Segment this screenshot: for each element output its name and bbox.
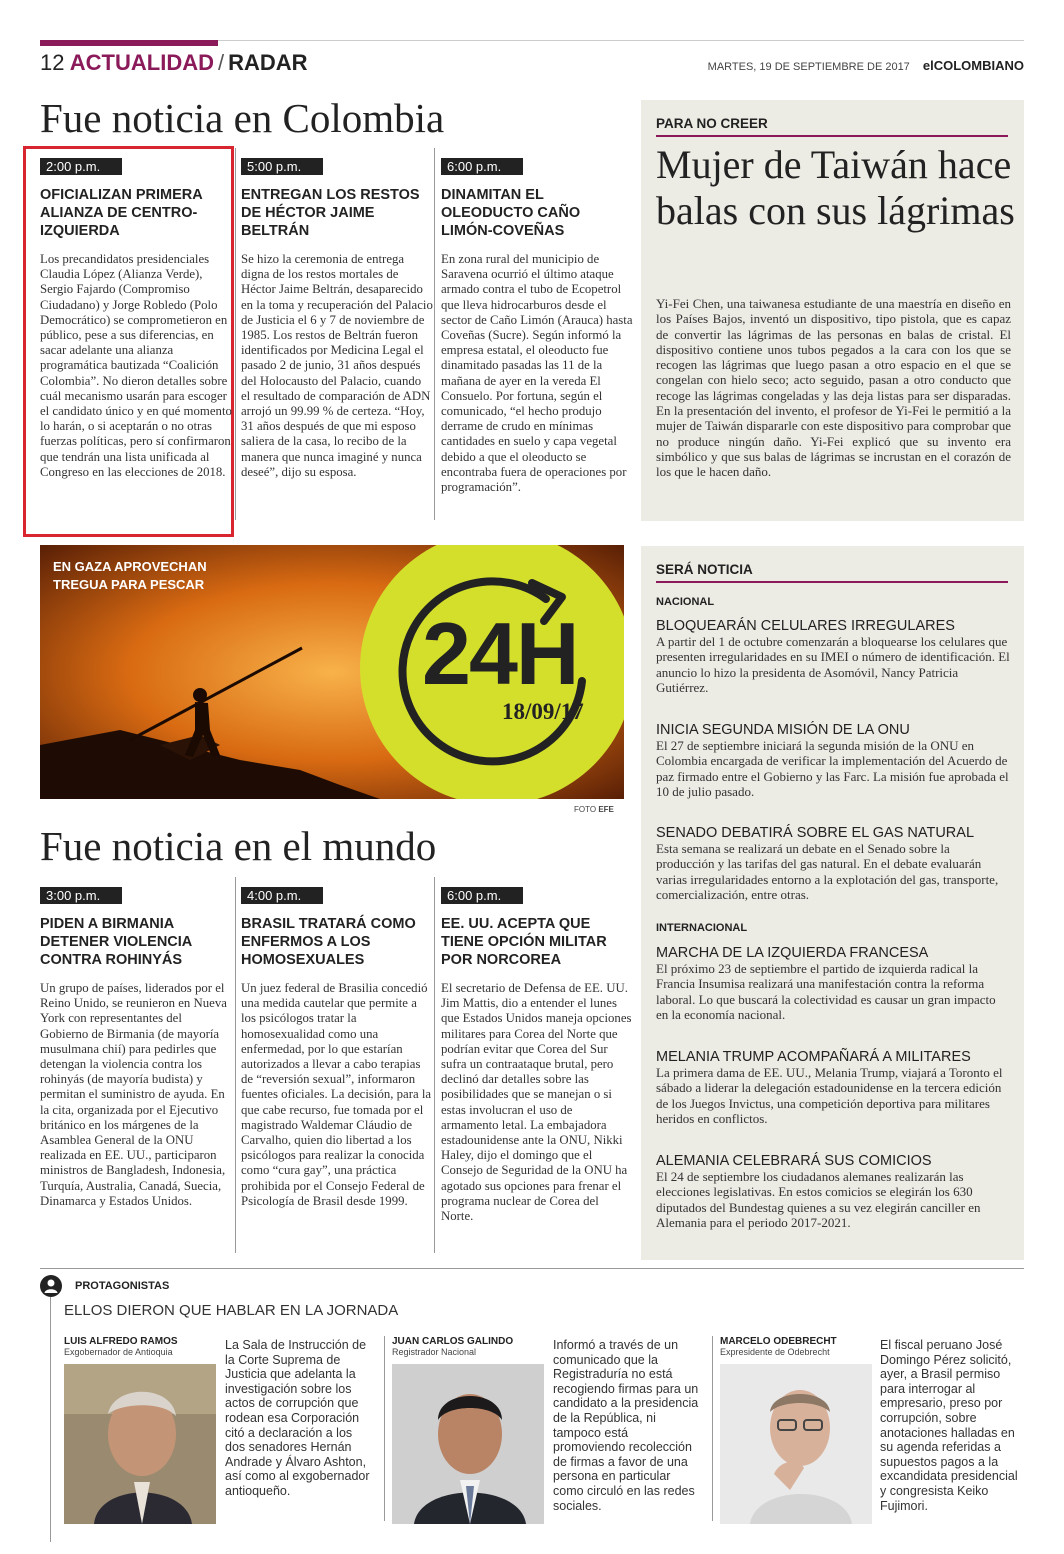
photo-caption: EN GAZA APROVECHAN TREGUA PARA PESCAR	[53, 559, 207, 592]
news-headline[interactable]: EE. UU. ACEPTA QUE TIENE OPCIÓN MILITAR POR NORCOREA	[441, 916, 607, 968]
protagonist-name: LUIS ALFREDO RAMOS	[64, 1336, 178, 1347]
preview-headline[interactable]: ALEMANIA CELEBRARÁ SUS COMICIOS	[656, 1153, 932, 1169]
preview-body: El próximo 23 de septiembre el partido de izquierda radical la Francia Insumisa realizará una manifestación contra la reforma laboral. Lo que buscará la colectividad es causar un gran impacto en la economía nacional.	[656, 961, 996, 1022]
para-no-creer-box	[641, 100, 1024, 521]
gaza-photo[interactable]	[40, 545, 624, 799]
section-header	[40, 50, 308, 76]
colombia-item-3[interactable]	[441, 158, 633, 495]
para-no-creer-title[interactable]: Mujer de Taiwán hace balas con sus lágrimas	[656, 142, 1015, 233]
protagonist-photo	[392, 1364, 544, 1524]
protagonist-role: Registrador Nacional	[392, 1347, 477, 1357]
column-divider	[434, 148, 435, 520]
mundo-item-3[interactable]	[441, 887, 633, 1224]
protagonist-role: Expresidente de Odebrecht	[720, 1347, 830, 1357]
news-body: Un grupo de países, liderados por el Reino Unido, se reunieron en Nueva York con representantes del Gobierno de Birmania (de mayoría musulmana chií) para pedirles que detengan la violencia contra los rohinyás (de mayoría budista) y permitan el suministro de ayuda. En la cita, organizada por el Ejecutivo británico en los márgenes de la Asamblea General de la ONU realizada en EE. UU., participaron ministros de Bangladesh, Indonesia, Turquía, Australia, Canadá, Suecia, Dinamarca y Estados Unidos.	[40, 981, 227, 1208]
preview-body: El 27 de septiembre iniciará la segunda misión de la ONU en Colombia encargada de verificar la implementación del Acuerdo de paz firmado entre el Gobierno y las Farc. La misión fue aprobada el 10 de julio pasado.	[656, 738, 1009, 799]
column-divider	[235, 148, 236, 520]
protagonist-divider	[712, 1336, 713, 1521]
sera-noticia-item-5[interactable]	[656, 1049, 1011, 1126]
date-line	[708, 58, 1024, 73]
protagonist-photo	[720, 1364, 872, 1524]
sera-noticia-item-6[interactable]	[656, 1153, 1011, 1230]
column-divider	[434, 877, 435, 1253]
news-body: En zona rural del municipio de Saravena ocurrió el último ataque armado contra el tubo de Ecopetrol que lleva hidrocarburos desde el sector de Caño Limón (Arauca) hasta Coveñas (Sucre). Según informó la empresa estatal, el oleoducto fue dinamitado pasadas las 11 de la mañana de ayer en la vereda El Consuelo. Por fortuna, según el comunicado, “el hecho produjo derrame de crudo en mínimas cantidades en suelo y capa vegetal debido a que el oleoducto se encontraba fuera de operaciones por programación”.	[441, 252, 633, 495]
protagonist-text: Informó a través de un comunicado que la Registraduría no está recogiendo firmas para un candidato a la presidencia de la República, ni tampoco está promoviendo recolección de firmas a favor de una persona en particular como circuló en las redes sociales.	[553, 1338, 699, 1513]
news-body: El secretario de Defensa de EE. UU. Jim Mattis, dio a entender el lunes que Estados Unidos maneja opciones militares para Corea del Norte que podrían evitar que Corea del Sur sufra un contraataque brutal, pero declinó dar detalles sobre las posibilidades que se manejan o si estas involucran el uso de armamento letal. La embajadora estadounidense ante la ONU, Nikki Haley, dijo el domingo que el Consejo de Seguridad de la ONU ha agotado sus opciones para frenar el programa nuclear de Corea del Norte.	[441, 981, 632, 1224]
protagonist-name: MARCELO ODEBRECHT	[720, 1336, 837, 1347]
24h-date: 18/09/17	[502, 699, 584, 724]
news-body: Los precandidatos presidenciales Claudia López (Alianza Verde), Sergio Fajardo (Compromiso Ciudadano) y Jorge Robledo (Polo Democrático) se comprometieron en público, pese a sus diferencias, en sacar adelante una alianza programática bautizada “Coalición Colombia”. No dieron detalles sobre cuál mecanismo usarán para escoger el candidato único y en qué momento lo harán, o si aceptarán o no otras fuerzas políticas, pero sí confirmaron que tendrán una lista unificada al Congreso en las elecciones de 2018.	[40, 252, 232, 479]
person-icon	[40, 1275, 62, 1297]
internacional-label: INTERNACIONAL	[656, 922, 748, 934]
protagonist-text: La Sala de Instrucción de la Corte Suprema de Justicia que adelanta la investigación sobre los actos de corrupción que rodean esa Corporación citó a declaración a los dos senadores Hernán Andrade y Álvaro Ashton, así como al exgobernador antioqueño.	[225, 1338, 370, 1498]
protagonist-name: JUAN CARLOS GALINDO	[392, 1336, 514, 1347]
colombia-item-1[interactable]	[40, 158, 232, 480]
time-badge: 6:00 p.m.	[441, 887, 523, 904]
news-headline[interactable]: PIDEN A BIRMANIA DETENER VIOLENCIA CONTRA ROHINYÁS	[40, 916, 192, 968]
sera-noticia-item-1[interactable]	[656, 618, 1011, 695]
preview-headline[interactable]: BLOQUEARÁN CELULARES IRREGULARES	[656, 618, 955, 634]
colombia-title: Fue noticia en Colombia	[40, 95, 445, 141]
kicker-rule	[656, 135, 1008, 137]
photo-credit	[574, 805, 614, 814]
24h-label: 24H	[422, 604, 578, 703]
newspaper-brand[interactable]: elCOLOMBIANO	[922, 58, 1024, 73]
protagonistas-vline	[50, 1297, 51, 1542]
preview-body: La primera dama de EE. UU., Melania Trump, viajará a Toronto el sábado a liderar la delegación estadounidense en la tercera edición de los Juegos Invictus, una competición deportiva para militares heridos en conflictos.	[656, 1065, 1003, 1126]
mundo-title: Fue noticia en el mundo	[40, 823, 437, 869]
sera-noticia-kicker: SERÁ NOTICIA	[656, 562, 753, 577]
preview-body: A partir del 1 de octubre comenzarán a bloquearse los celulares que presenten irregularidades en su IMEI o número de identificación. El anuncio lo hizo la presidenta de Asomóvil, Nancy Patricia Gutiérrez.	[656, 634, 1010, 695]
nacional-label: NACIONAL	[656, 596, 715, 608]
sera-noticia-item-4[interactable]	[656, 945, 1011, 1022]
protagonistas-kicker: PROTAGONISTAS	[75, 1280, 170, 1292]
protagonist-3[interactable]	[720, 1336, 872, 1357]
protagonist-1[interactable]	[64, 1336, 216, 1357]
sera-noticia-item-3[interactable]	[656, 825, 1011, 902]
news-body: Se hizo la ceremonia de entrega digna de los restos mortales de Héctor Jaime Beltrán, desaparecido en la toma y recuperación del Palacio de Justicia el 6 y 7 de noviembre de 1985. Los restos de Beltrán fueron identificados por Medicina Legal el pasado 2 de junio, 31 años después del Holocausto del Palacio, cuando el resultado de comparación de ADN arrojó un 99.99 % de certeza. “Hoy, 31 años después de que mi esposo saliera de la casa, lo recibo de la manera que nunca imaginé y nunca deseé”, dijo su esposa.	[241, 252, 433, 479]
preview-body: Esta semana se realizará un debate en el Senado sobre la producción y las tarifas del gas natural. En el debate evaluarán varias irregularidades entorno a la explotación del gas, transporte, comercialización, entre otras.	[656, 841, 999, 902]
news-body: Un juez federal de Brasilia concedió una medida cautelar que permite a los psicólogos tratar la homosexualidad como una enfermedad, por lo que estarían autorizados a llevar a cabo terapias de “reversión sexual”, informaron fuentes oficiales. La decisión, para la que cabe recurso, fue tomada por el magistrado Waldemar Cláudio de Carvalho, quien dio libertad a los psicólogos para realizar la conocida como “cura gay”, una práctica prohibida por el Consejo Federal de Psicología de Brasil desde 1999.	[241, 981, 432, 1208]
time-badge: 2:00 p.m.	[40, 158, 122, 175]
issue-date: MARTES, 19 DE SEPTIEMBRE DE 2017	[707, 61, 910, 73]
time-badge: 3:00 p.m.	[40, 887, 122, 904]
mundo-item-1[interactable]	[40, 887, 232, 1209]
section-slash: /	[217, 50, 225, 75]
protagonist-text: El fiscal peruano José Domingo Pérez solicitó, ayer, a Brasil permiso para interrogar al empresario, preso por corrupción, sobre anotaciones halladas en su agenda referidas a supuestos pagos a la excandidata presidencial y congresista Keiko Fujimori.	[880, 1338, 1018, 1513]
mundo-item-2[interactable]	[241, 887, 433, 1209]
page-number: 12	[40, 50, 65, 75]
protagonist-2[interactable]	[392, 1336, 544, 1357]
preview-headline[interactable]: SENADO DEBATIRÁ SOBRE EL GAS NATURAL	[656, 825, 975, 841]
news-headline[interactable]: BRASIL TRATARÁ COMO ENFERMOS A LOS HOMOSEXUALES	[241, 916, 416, 968]
news-headline[interactable]: OFICIALIZAN PRIMERA ALIANZA DE CENTRO-IZQUIERDA	[40, 187, 203, 239]
preview-headline[interactable]: MELANIA TRUMP ACOMPAÑARÁ A MILITARES	[656, 1049, 971, 1065]
protagonist-photo	[64, 1364, 216, 1524]
news-headline[interactable]: ENTREGAN LOS RESTOS DE HÉCTOR JAIME BELTRÁN	[241, 187, 420, 239]
column-divider	[235, 877, 236, 1253]
protagonistas-subtitle: ELLOS DIERON QUE HABLAR EN LA JORNADA	[64, 1302, 399, 1319]
subsection-name[interactable]: RADAR	[228, 50, 308, 75]
preview-headline[interactable]: MARCHA DE LA IZQUIERDA FRANCESA	[656, 945, 929, 961]
photo-credit-source: EFE	[598, 805, 614, 814]
time-badge: 5:00 p.m.	[241, 158, 323, 175]
preview-headline[interactable]: INICIA SEGUNDA MISIÓN DE LA ONU	[656, 722, 910, 738]
time-badge: 4:00 p.m.	[241, 887, 323, 904]
para-no-creer-kicker: PARA NO CREER	[656, 116, 768, 131]
protagonist-divider	[384, 1336, 385, 1521]
news-headline[interactable]: DINAMITAN EL OLEODUCTO CAÑO LIMÓN-COVEÑAS	[441, 187, 581, 239]
24h-badge	[360, 545, 624, 799]
para-no-creer-body: Yi-Fei Chen, una taiwanesa estudiante de una maestría en diseño en los Países Bajos, inventó un dispositivo, tipo pistola, que es capaz de convertir las lágrimas de las personas en balas de cristal. El dispositivo contiene unos tubos pegados a la cara con los que se recogen las lágrimas que luego pasan a otro espacio en el que se congelan con hielo seco; acto seguido, pasan a otro conducto que recoge las lágrimas congeladas y las deja listas para ser disparadas. En la presentación del invento, el profesor de Yi-Fei le permitió a la mujer de Taiwán dispararle con este dispositivo para comprobar que no produce ningún daño. Yi-Fei explicó que su invento era simbólico y que sus balas de lágrimas se incrustan en el corazón de los que le hacen daño.	[656, 296, 1011, 480]
section-accent-bar	[40, 40, 218, 46]
sera-noticia-item-2[interactable]	[656, 722, 1011, 799]
preview-body: El 24 de septiembre los ciudadanos alemanes realizarán las elecciones legislativas. En estos comicios se elegirán los 630 diputados del Bundestag quienes a su vez elegirán canciller en Alemania para el periodo 2017-2021.	[656, 1169, 981, 1230]
kicker-rule	[656, 581, 1008, 583]
photo-credit-label: FOTO	[574, 805, 597, 814]
colombia-item-2[interactable]	[241, 158, 433, 480]
protagonistas-rule	[40, 1268, 1024, 1269]
sera-noticia-box	[641, 546, 1024, 1260]
protagonist-role: Exgobernador de Antioquia	[64, 1347, 173, 1357]
time-badge: 6:00 p.m.	[441, 158, 523, 175]
section-name[interactable]: ACTUALIDAD	[69, 50, 214, 75]
